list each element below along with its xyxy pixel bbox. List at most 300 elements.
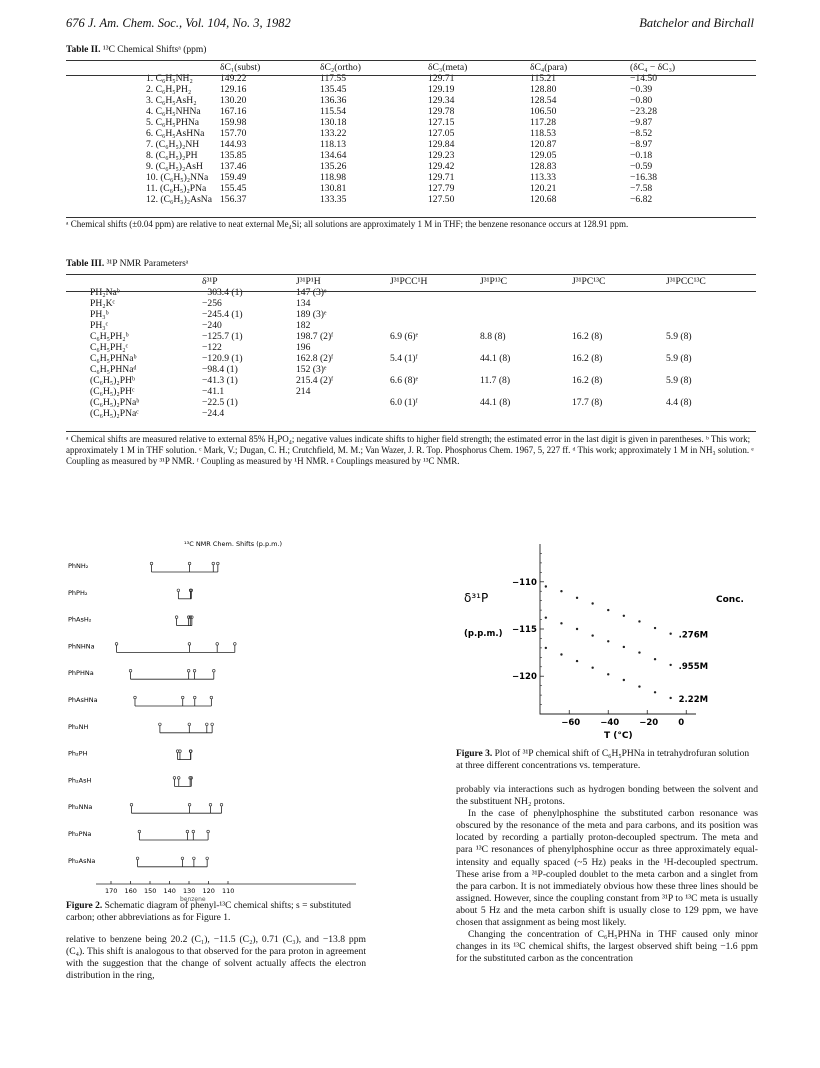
table-cell xyxy=(568,320,662,331)
table-cell xyxy=(662,287,756,298)
table-cell: −125.7 (1) xyxy=(202,331,243,342)
table-cell: 135.45 xyxy=(320,84,347,95)
row-label: 11. (C₆H₅)₂PNa xyxy=(146,183,207,194)
figure3-point xyxy=(560,653,562,655)
row-label: (C₆H₅)₂PNaᵇ xyxy=(90,397,140,408)
running-header-right: Batchelor and Birchall xyxy=(639,16,754,30)
table-row xyxy=(66,106,756,117)
row-label: 12. (C₆H₅)₂AsNa xyxy=(146,194,212,205)
table-cell: −6.82 xyxy=(630,194,653,205)
table-row xyxy=(66,183,756,194)
table-cell xyxy=(568,309,662,320)
figure2-shift-marker xyxy=(134,696,137,699)
figure2-row-label: PhAsH₂ xyxy=(68,615,92,624)
figure2-shift-marker xyxy=(192,830,195,833)
figure2-shift-marker xyxy=(150,562,153,565)
table3 xyxy=(66,276,756,419)
figure3-point xyxy=(576,628,578,630)
row-label: 10. (C₆H₅)₂NNa xyxy=(146,172,209,183)
figure2-row-label: Ph₂NNa xyxy=(68,803,93,812)
table-cell: 118.98 xyxy=(320,172,347,183)
table2-top-rule xyxy=(66,60,756,61)
figure2-shift-marker xyxy=(220,803,223,806)
table-row xyxy=(66,117,756,128)
table-cell: 159.49 xyxy=(220,172,247,183)
table-cell: 120.87 xyxy=(530,139,557,150)
right-column-text xyxy=(456,784,758,965)
table-cell: 129.78 xyxy=(428,106,455,117)
table-cell: 133.22 xyxy=(320,128,347,139)
table-row xyxy=(66,128,756,139)
figure2-row-label: Ph₂AsNa xyxy=(68,856,96,865)
figure3-point xyxy=(607,673,609,675)
table3-footnote: ᵃ Chemical shifts are measured relative to external 85% H₃PO₄; negative values indicate shifts to higher field strength; the estimated error in the last digit is given in parentheses. ᵇ This work; approximately 1 M in THF solution. ᶜ Mark, V.; Dugan, C. H.; Crutchfield, M. M.; Van Wazer, J. R. Top. Phosphorus Chem. 1967, 5, 227 ff. ᵈ This work; approximately 1 M in NH₃ solution. ᵉ Coupling as measured by ³¹P NMR. ᶠ Coupling as measured by ¹H NMR. ᵍ Couplings measured by ¹³C NMR. xyxy=(66,434,754,466)
figure3-ytick-label: −110 xyxy=(512,577,537,588)
figure2-diagram xyxy=(66,532,366,903)
figure2-title: ¹³C NMR Chem. Shifts (p.p.m.) xyxy=(184,540,283,548)
figure2-axis-label: 120 xyxy=(202,887,215,895)
table-cell: 5.9 (8) xyxy=(666,375,692,386)
row-label: 5. C₆H₅PHNa xyxy=(146,117,200,128)
table-cell: 44.1 (8) xyxy=(480,353,511,364)
row-label: PH₃ᵇ xyxy=(90,309,109,320)
table-cell xyxy=(386,298,476,309)
table3-caption xyxy=(66,259,188,269)
table-cell xyxy=(476,298,568,309)
table-cell: 134.64 xyxy=(320,150,347,161)
figure3-xtick-label: −20 xyxy=(639,718,659,728)
figure3-point xyxy=(638,620,640,622)
table-cell: 129.84 xyxy=(428,139,455,150)
figure3-xtick-label: 0 xyxy=(678,718,685,728)
table-cell: −0.39 xyxy=(630,84,653,95)
table-cell: 5.4 (1)ᶠ xyxy=(390,353,418,364)
table-row xyxy=(66,309,756,320)
table-cell xyxy=(662,408,756,419)
figure2-axis-label: 110 xyxy=(222,887,235,895)
figure2-row-label: Ph₂AsH xyxy=(68,776,92,785)
header-cell: δ³¹P xyxy=(202,276,218,287)
table-cell: −41.1 xyxy=(202,386,225,397)
row-label: 6. C₆H₅AsHNa xyxy=(146,128,205,139)
figure2-row-label: Ph₂PNa xyxy=(68,830,92,838)
table-cell xyxy=(292,397,386,408)
table-cell: 128.83 xyxy=(530,161,557,172)
figure2-shift-marker xyxy=(193,669,196,672)
table-cell: −98.4 (1) xyxy=(202,364,238,375)
table-cell: 17.7 (8) xyxy=(572,397,603,408)
table-cell: −0.18 xyxy=(630,150,653,161)
table-cell: 149.22 xyxy=(220,73,247,84)
table2 xyxy=(66,62,756,205)
figure2-shift-marker xyxy=(193,696,196,699)
figure2-shift-marker xyxy=(206,723,209,726)
row-label: PH₂Naᵇ xyxy=(90,287,120,298)
table-cell xyxy=(476,386,568,397)
figure2-shift-marker xyxy=(209,803,212,806)
table-cell: 134 xyxy=(296,298,311,309)
table-row xyxy=(66,331,756,342)
table-cell: 128.80 xyxy=(530,84,557,95)
figure3-point xyxy=(669,664,671,666)
figure2-axis-label: 140 xyxy=(163,887,176,895)
table3-header-rule xyxy=(66,291,756,292)
table-cell xyxy=(568,342,662,353)
figure2-shift-marker xyxy=(175,616,178,619)
figure3-point xyxy=(669,633,671,635)
table-cell: 5.9 (8) xyxy=(666,353,692,364)
figure3-series-label: .276M xyxy=(678,630,709,641)
table2-header-rule xyxy=(66,75,756,76)
table-cell: −8.97 xyxy=(630,139,653,150)
figure2-shift-marker xyxy=(188,643,191,646)
figure2-axis-label: 170 xyxy=(105,887,118,895)
table-cell: 182 xyxy=(296,320,311,331)
figure3-point xyxy=(545,647,547,649)
figure3-point xyxy=(654,627,656,629)
figure3-point xyxy=(560,622,562,624)
figure3-point xyxy=(654,691,656,693)
table-cell: 135.26 xyxy=(320,161,347,172)
table-cell: −41.3 (1) xyxy=(202,375,238,386)
table-cell: −8.52 xyxy=(630,128,653,139)
figure2-shift-marker xyxy=(206,857,209,860)
row-label: C₆H₅PH₂ᵇ xyxy=(90,331,129,342)
figure3-point xyxy=(607,640,609,642)
row-label: (C₆H₅)₂PNaᶜ xyxy=(90,408,139,419)
figure3-point xyxy=(638,685,640,687)
header-cell: δC₂(ortho) xyxy=(320,62,361,73)
table-row xyxy=(66,194,756,205)
table-row xyxy=(66,287,756,298)
table-cell: −23.28 xyxy=(630,106,657,117)
table-cell: 127.05 xyxy=(428,128,455,139)
table-cell: 167.16 xyxy=(220,106,247,117)
header-cell: J³¹PC¹³C xyxy=(572,276,606,287)
table-cell: 113.33 xyxy=(530,172,557,183)
table-cell xyxy=(386,287,476,298)
figure3-series-label: .955M xyxy=(678,661,709,672)
table-cell xyxy=(292,408,386,419)
table-cell: 196 xyxy=(296,342,311,353)
table-cell: 8.8 (8) xyxy=(480,331,506,342)
figure2-row-label: PhPHNa xyxy=(68,669,94,678)
table-cell xyxy=(386,309,476,320)
row-label: 7. (C₆H₅)₂NH xyxy=(146,139,200,150)
row-label: PH₂Kᶜ xyxy=(90,298,115,309)
table-row xyxy=(66,364,756,375)
header-cell-blank xyxy=(66,276,198,287)
table-cell xyxy=(386,342,476,353)
table-cell xyxy=(386,386,476,397)
table-cell: 129.34 xyxy=(428,95,455,106)
table-cell: −7.58 xyxy=(630,183,653,194)
header-cell: δC₄(para) xyxy=(530,62,568,73)
figure2-shift-marker xyxy=(213,669,216,672)
table3-grid xyxy=(66,276,756,419)
row-label: 2. C₆H₅PH₂ xyxy=(146,84,192,95)
header-cell-blank xyxy=(66,62,216,73)
figure2-label: Figure 2. xyxy=(66,901,103,911)
table-cell xyxy=(662,298,756,309)
figure3-label: Figure 3. xyxy=(456,749,493,759)
table-cell: 155.45 xyxy=(220,183,247,194)
table-cell: 129.42 xyxy=(428,161,455,172)
table-cell: 129.71 xyxy=(428,172,455,183)
table-cell: 147 (3)ᵉ xyxy=(296,287,327,298)
table-cell: 6.6 (8)ᵉ xyxy=(390,375,419,386)
figure2-shift-marker xyxy=(188,723,191,726)
table-cell: −120.9 (1) xyxy=(202,353,243,364)
table-cell xyxy=(662,342,756,353)
table-cell: 127.50 xyxy=(428,194,455,205)
table-cell: 5.9 (8) xyxy=(666,331,692,342)
figure3-point xyxy=(669,697,671,699)
table-cell: −122 xyxy=(202,342,222,353)
figure2-shift-marker xyxy=(234,643,237,646)
figure2-shift-marker xyxy=(211,723,214,726)
figure3-point xyxy=(591,602,593,604)
table-cell xyxy=(662,309,756,320)
table-cell: 106.50 xyxy=(530,106,557,117)
table-cell: 157.70 xyxy=(220,128,247,139)
figure3-point xyxy=(545,585,547,587)
table-cell: 156.37 xyxy=(220,194,247,205)
table-cell: 136.36 xyxy=(320,95,347,106)
figure3-point xyxy=(623,646,625,648)
figure2-shift-marker xyxy=(188,562,191,565)
figure3-point xyxy=(623,615,625,617)
table-cell: 16.2 (8) xyxy=(572,375,603,386)
figure2-shift-marker xyxy=(186,830,189,833)
table-cell: 120.21 xyxy=(530,183,557,194)
table-cell: −16.38 xyxy=(630,172,657,183)
table-cell: −303.4 (1) xyxy=(202,287,243,298)
table3-top-rule xyxy=(66,274,756,275)
figure3-chart xyxy=(456,538,758,746)
figure2-shift-marker xyxy=(181,696,184,699)
figure3-ylabel: δ³¹P xyxy=(464,591,489,605)
figure2-row-label: Ph₂PH xyxy=(68,749,88,758)
left-column-text: relative to benzene being 20.2 (C₁), −11.5 (C₂), 0.71 (C₃), and −13.8 ppm (C₄). This shift is analogous to that observed for the para proton in agreement with the suggestion that the change of solvent actually affects the electron distribution in the ring, xyxy=(66,934,366,982)
header-cell: (δC₄ − δC₃) xyxy=(630,62,676,73)
figure3-ytick-label: −120 xyxy=(512,672,537,683)
figure3-point xyxy=(607,609,609,611)
figure3-point xyxy=(545,616,547,618)
table-cell: 129.19 xyxy=(428,84,455,95)
table2-grid xyxy=(66,62,756,205)
row-label: C₆H₅PH₂ᶜ xyxy=(90,342,129,353)
table2-title: ¹³C Chemical Shiftsᵃ (ppm) xyxy=(102,45,207,55)
table-cell: −9.87 xyxy=(630,117,653,128)
header-cell: δC₁(subst) xyxy=(220,62,261,73)
table-cell: −14.50 xyxy=(630,73,657,84)
table-cell: 129.23 xyxy=(428,150,455,161)
figure3-series-label: 2.22M xyxy=(678,694,709,705)
figure3-xtick-label: −60 xyxy=(561,718,581,728)
table-cell: 117.28 xyxy=(530,117,557,128)
table-cell xyxy=(476,342,568,353)
table-row xyxy=(66,375,756,386)
table-cell: 215.4 (2)ᶠ xyxy=(296,375,334,386)
table-cell: −240 xyxy=(202,320,222,331)
table-cell: 189 (3)ᵉ xyxy=(296,309,327,320)
table-cell: 133.35 xyxy=(320,194,347,205)
table-cell: 127.15 xyxy=(428,117,455,128)
table3-bottom-rule xyxy=(66,431,756,432)
table-cell: 118.53 xyxy=(530,128,557,139)
figure3-point xyxy=(576,597,578,599)
table-cell: 118.13 xyxy=(320,139,347,150)
row-label: (C₆H₅)₂PHᵇ xyxy=(90,375,135,386)
figure2-row-label: Ph₂NH xyxy=(68,722,89,731)
table-cell: 129.05 xyxy=(530,150,557,161)
figure2-shift-marker xyxy=(129,669,132,672)
table-cell xyxy=(476,287,568,298)
right-paragraph-2: In the case of phenylphosphine the substituted carbon resonance was obscured by the resonance of the meta and para carbons, and its position was located by recording a partially proton-decoupled spectrum. The meta and para ¹³C resonances of phenylphosphine occur as three approximately equal-intensity and equally spaced (~5 Hz) peaks in the ¹H-decoupled spectrum. These arise from a ³¹P-coupled doublet to the meta carbon and a singlet from the para carbon. It is not immediately obvious how these three lines should be assigned. However, since the coupling constant from ³¹P to ¹³C meta is usually about 5 Hz and the meta carbon shift is usually close to 129 ppm, we have chosen that assignment as being most likely. xyxy=(456,808,758,929)
header-cell: δC₃(meta) xyxy=(428,62,468,73)
figure2-shift-marker xyxy=(217,562,220,565)
row-label: 8. (C₆H₅)₂PH xyxy=(146,150,198,161)
table-cell: −22.5 (1) xyxy=(202,397,238,408)
table-cell: 6.9 (6)ᵉ xyxy=(390,331,419,342)
table-cell: 135.85 xyxy=(220,150,247,161)
table-row xyxy=(66,161,756,172)
row-label: C₆H₅PHNaᵈ xyxy=(90,364,137,375)
table-cell: 16.2 (8) xyxy=(572,331,603,342)
header-cell: J³¹P¹H xyxy=(296,276,321,287)
running-header-left: 676 J. Am. Chem. Soc., Vol. 104, No. 3, 1982 xyxy=(66,16,291,30)
figure3-caption-text: Plot of ³¹P chemical shift of C₆H₅PHNa in tetrahydrofuran solution at three different concentrations vs. temperature. xyxy=(456,749,750,771)
table-row xyxy=(66,408,756,419)
table-cell: 6.0 (1)ᶠ xyxy=(390,397,418,408)
table-cell: 137.46 xyxy=(220,161,247,172)
row-label: 9. (C₆H₅)₂AsH xyxy=(146,161,203,172)
figure2-caption-text: Schematic diagram of phenyl-¹³C chemical shifts; s = substituted carbon; other abbreviations as for Figure 1. xyxy=(66,901,352,923)
table-cell xyxy=(476,309,568,320)
table3-label: Table III. xyxy=(66,259,105,269)
figure2-shift-marker xyxy=(136,857,139,860)
table-row xyxy=(66,342,756,353)
figure3-point xyxy=(654,658,656,660)
table-cell: 128.54 xyxy=(530,95,557,106)
table2-bottom-rule xyxy=(66,217,756,218)
table-cell: 16.2 (8) xyxy=(572,353,603,364)
figure2-shift-marker xyxy=(216,643,219,646)
table-row xyxy=(66,84,756,95)
table-cell: 159.98 xyxy=(220,117,247,128)
figure2-shift-marker xyxy=(212,562,215,565)
figure2-axis-label: 150 xyxy=(144,887,157,895)
table-cell: 152 (3)ᵉ xyxy=(296,364,327,375)
figure3-legend-title: Conc. xyxy=(716,595,744,605)
figure3-point xyxy=(591,667,593,669)
header-cell: J³¹PCC¹³C xyxy=(666,276,706,287)
table-cell xyxy=(662,386,756,397)
figure2-shift-marker xyxy=(188,803,191,806)
table-row xyxy=(66,139,756,150)
table-cell: 44.1 (8) xyxy=(480,397,511,408)
table-cell xyxy=(476,364,568,375)
figure2-shift-marker xyxy=(181,857,184,860)
figure2-caption xyxy=(66,900,366,924)
figure3-xlabel: T (°C) xyxy=(604,731,633,741)
right-paragraph-1: probably via interactions such as hydrogen bonding between the solvent and the substituent NH₂ protons. xyxy=(456,784,758,808)
figure3-yunit: (p.p.m.) xyxy=(464,629,503,639)
table-cell xyxy=(386,320,476,331)
table-row xyxy=(66,353,756,364)
table-cell: 144.93 xyxy=(220,139,247,150)
table-cell: −24.4 xyxy=(202,408,225,419)
table-cell xyxy=(568,298,662,309)
figure2-shift-marker xyxy=(138,830,141,833)
table-row xyxy=(66,320,756,331)
figure2-axis-label: 160 xyxy=(124,887,137,895)
table2-label: Table II. xyxy=(66,45,101,55)
table-cell: −0.80 xyxy=(630,95,653,106)
figure3-point xyxy=(638,651,640,653)
figure2-shift-marker xyxy=(173,777,176,780)
table2-footnote: ᵃ Chemical shifts (±0.04 ppm) are relative to neat external Me₄Si; all solutions are approximately 1 M in THF; the benzene resonance occurs at 128.91 ppm. xyxy=(66,219,629,229)
table-cell xyxy=(568,408,662,419)
figure2-shift-marker xyxy=(210,696,213,699)
header-cell: J³¹PCC¹H xyxy=(390,276,428,287)
figure2-row-label: PhAsHNa xyxy=(68,696,98,704)
figure3-xtick-label: −40 xyxy=(600,718,620,728)
row-label: 3. C₆H₅AsH₂ xyxy=(146,95,197,106)
figure3-point xyxy=(560,590,562,592)
table-cell xyxy=(386,364,476,375)
table-row xyxy=(66,150,756,161)
table-cell xyxy=(476,320,568,331)
table-row xyxy=(66,386,756,397)
figure2-shift-marker xyxy=(159,723,162,726)
figure2-shift-marker xyxy=(193,857,196,860)
table3-title: ³¹P NMR Parametersᵃ xyxy=(106,259,189,269)
table-row xyxy=(66,95,756,106)
figure2-shift-marker xyxy=(177,589,180,592)
table-cell xyxy=(662,364,756,375)
table-cell: −256 xyxy=(202,298,222,309)
table-cell: 198.7 (2)ᶠ xyxy=(296,331,334,342)
figure2-shift-marker xyxy=(187,669,190,672)
figure3-ytick-label: −115 xyxy=(512,625,537,635)
figure3-axes xyxy=(540,544,696,714)
table-cell xyxy=(568,364,662,375)
table-cell xyxy=(568,287,662,298)
figure3-point xyxy=(623,679,625,681)
table-row xyxy=(66,298,756,309)
row-label: 4. C₆H₅NHNa xyxy=(146,106,201,117)
table-cell: 130.18 xyxy=(320,117,347,128)
table-cell: 117.55 xyxy=(320,73,347,84)
table-cell xyxy=(662,320,756,331)
row-label: 1. C₆H₅NH₂ xyxy=(146,73,193,84)
table-cell: −0.59 xyxy=(630,161,653,172)
table-cell: 214 xyxy=(296,386,311,397)
table-cell: 130.81 xyxy=(320,183,347,194)
figure2-shift-marker xyxy=(207,830,210,833)
figure3-point xyxy=(591,634,593,636)
table-cell: 162.8 (2)ᶠ xyxy=(296,353,334,364)
table-cell: 127.79 xyxy=(428,183,455,194)
table-cell: 4.4 (8) xyxy=(666,397,692,408)
row-label: (C₆H₅)₂PHᶜ xyxy=(90,386,135,397)
figure2-shift-marker xyxy=(177,777,180,780)
table-cell: 130.20 xyxy=(220,95,247,106)
table-row xyxy=(66,397,756,408)
table-cell xyxy=(568,386,662,397)
